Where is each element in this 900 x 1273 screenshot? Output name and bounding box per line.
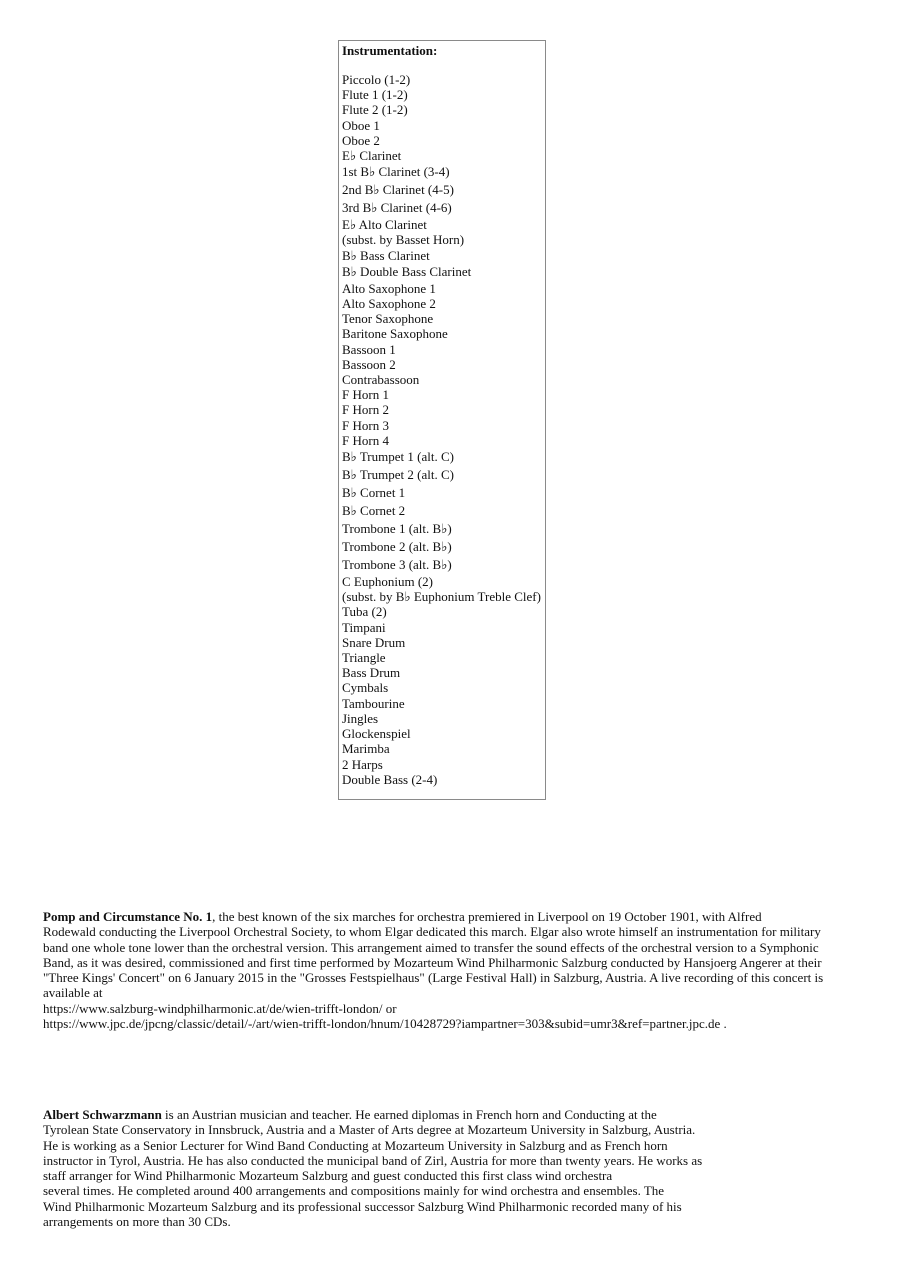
instrument-item: B♭ Cornet 2 bbox=[342, 503, 406, 519]
instrument-item: F Horn 3 bbox=[342, 417, 389, 433]
bio-line: staff arranger for Wind Philharmonic Mozarteum Salzburg and guest conducted this first class wind orchestra bbox=[43, 1168, 613, 1184]
jpc-link: https://www.jpc.de/jpcng/classic/detail/-/art/wien-trifft-london/hnum/10428729?iampartner=303&subid=umr3&ref=partner.jpc.de . bbox=[43, 1016, 727, 1032]
instrument-item: Jingles bbox=[342, 710, 379, 726]
bio-line: instructor in Tyrol, Austria. He has also conducted the municipal band of Zirl, Austria for more than twenty years. He works as bbox=[43, 1152, 703, 1168]
instrument-item: (subst. by Basset Horn) bbox=[342, 232, 465, 248]
instrument-item: C Euphonium (2) bbox=[342, 574, 433, 590]
pomp-title: Pomp and Circumstance No. 1 bbox=[43, 909, 213, 924]
instrument-item: Marimba bbox=[342, 741, 390, 757]
instrument-item: Oboe 2 bbox=[342, 132, 380, 148]
pomp-line: "Three Kings' Concert" on 6 January 2015 in the "Grosses Festspielhaus" (Large Festival Hall) in Salzburg, Austria. A live recording of this concert is bbox=[43, 970, 824, 986]
instrument-item: E♭ Alto Clarinet bbox=[342, 217, 427, 233]
instrument-item: 2nd B♭ Clarinet (4-5) bbox=[342, 182, 454, 198]
bio-paragraph bbox=[43, 1107, 702, 1229]
instrument-item: Glockenspiel bbox=[342, 726, 411, 742]
bio-line: arrangements on more than 30 CDs. bbox=[43, 1214, 231, 1230]
bio-line-first bbox=[43, 1107, 702, 1122]
instrument-item: Baritone Saxophone bbox=[342, 326, 448, 342]
instrumentation-title: Instrumentation: bbox=[342, 43, 438, 58]
instrument-item: Tenor Saxophone bbox=[342, 311, 434, 327]
instrument-item: Trombone 3 (alt. B♭) bbox=[342, 557, 452, 573]
bio-line: Wind Philharmonic Mozarteum Salzburg and its professional successor Salzburg Wind Philharmonic recorded many of his bbox=[43, 1198, 682, 1214]
bio-line: He is working as a Senior Lecturer for Wind Band Conducting at Mozarteum University in Salzburg and as French horn bbox=[43, 1137, 668, 1153]
instrument-item: Alto Saxophone 1 bbox=[342, 280, 436, 296]
instrument-item: Piccolo (1-2) bbox=[342, 72, 411, 87]
instrument-item: B♭ Cornet 1 bbox=[342, 485, 406, 501]
pomp-line: Rodewald conducting the Liverpool Orchestral Society, to whom Elgar dedicated this march. Elgar also wrote himself an instrumentation for military bbox=[43, 924, 821, 940]
pomp-line-first bbox=[43, 909, 823, 924]
instrument-item: 2 Harps bbox=[342, 756, 383, 772]
instrument-item: Tuba (2) bbox=[342, 604, 387, 620]
instrument-item: F Horn 4 bbox=[342, 432, 389, 448]
instrument-item: F Horn 1 bbox=[342, 387, 389, 403]
instrument-item: 1st B♭ Clarinet (3-4) bbox=[342, 164, 450, 180]
instrument-item: B♭ Trumpet 1 (alt. C) bbox=[342, 449, 454, 465]
instrument-item: Flute 1 (1-2) bbox=[342, 87, 408, 103]
salzburg-link: https://www.salzburg-windphilharmonic.at/de/wien-trifft-london/ or bbox=[43, 1000, 397, 1016]
bio-line: Tyrolean State Conservatory in Innsbruck, Austria and a Master of Arts degree at Mozarteum University in Salzburg, Austria. bbox=[43, 1122, 696, 1138]
instrument-item: Tambourine bbox=[342, 695, 405, 711]
pomp-line: Band, as it was desired, commissioned and first time performed by Mozarteum Wind Philharmonic Salzburg conducted by Hansjoerg Angerer at their bbox=[43, 954, 822, 970]
pomp-paragraph bbox=[43, 909, 823, 1031]
instrument-item: Bassoon 1 bbox=[342, 341, 396, 357]
instrumentation-box bbox=[338, 40, 546, 800]
instrument-item: Double Bass (2-4) bbox=[342, 771, 438, 787]
instrument-item: Timpani bbox=[342, 619, 386, 635]
instrument-item: B♭ Double Bass Clarinet bbox=[342, 263, 472, 279]
instrument-item: Oboe 1 bbox=[342, 117, 380, 133]
instrument-item: 3rd B♭ Clarinet (4-6) bbox=[342, 200, 452, 216]
instrument-item: E♭ Clarinet bbox=[342, 148, 402, 164]
instrument-item: Bassoon 2 bbox=[342, 356, 396, 372]
instrument-item: Trombone 1 (alt. B♭) bbox=[342, 521, 452, 537]
instrument-item: Cymbals bbox=[342, 680, 389, 696]
pomp-line: available at bbox=[43, 985, 103, 1001]
bio-name: Albert Schwarzmann bbox=[43, 1107, 162, 1122]
instrument-item: Trombone 2 (alt. B♭) bbox=[342, 539, 452, 555]
instrument-item: B♭ Trumpet 2 (alt. C) bbox=[342, 467, 454, 483]
bio-line: several times. He completed around 400 arrangements and compositions mainly for wind orchestra and ensembles. The bbox=[43, 1183, 665, 1199]
instrument-item: (subst. by B♭ Euphonium Treble Clef) bbox=[342, 589, 541, 605]
pomp-line: , the best known of the six marches for orchestra premiered in Liverpool on 19 October 1901, with Alfred bbox=[212, 909, 762, 924]
instrument-item: Contrabassoon bbox=[342, 372, 420, 388]
instrument-item: F Horn 2 bbox=[342, 402, 389, 418]
instrument-item: Snare Drum bbox=[342, 634, 406, 650]
instrument-item: Alto Saxophone 2 bbox=[342, 296, 436, 312]
instrumentation-list bbox=[342, 72, 541, 787]
pomp-line: band one whole tone lower than the orchestral version. This arrangement aimed to transfer the sound effects of the orchestral version to a Symphonic bbox=[43, 939, 819, 955]
instrument-item: Flute 2 (1-2) bbox=[342, 102, 408, 118]
instrument-item: Bass Drum bbox=[342, 665, 401, 681]
instrument-item: B♭ Bass Clarinet bbox=[342, 247, 430, 263]
bio-line: is an Austrian musician and teacher. He earned diplomas in French horn and Conducting at the bbox=[161, 1107, 657, 1122]
instrument-item: Triangle bbox=[342, 650, 386, 666]
